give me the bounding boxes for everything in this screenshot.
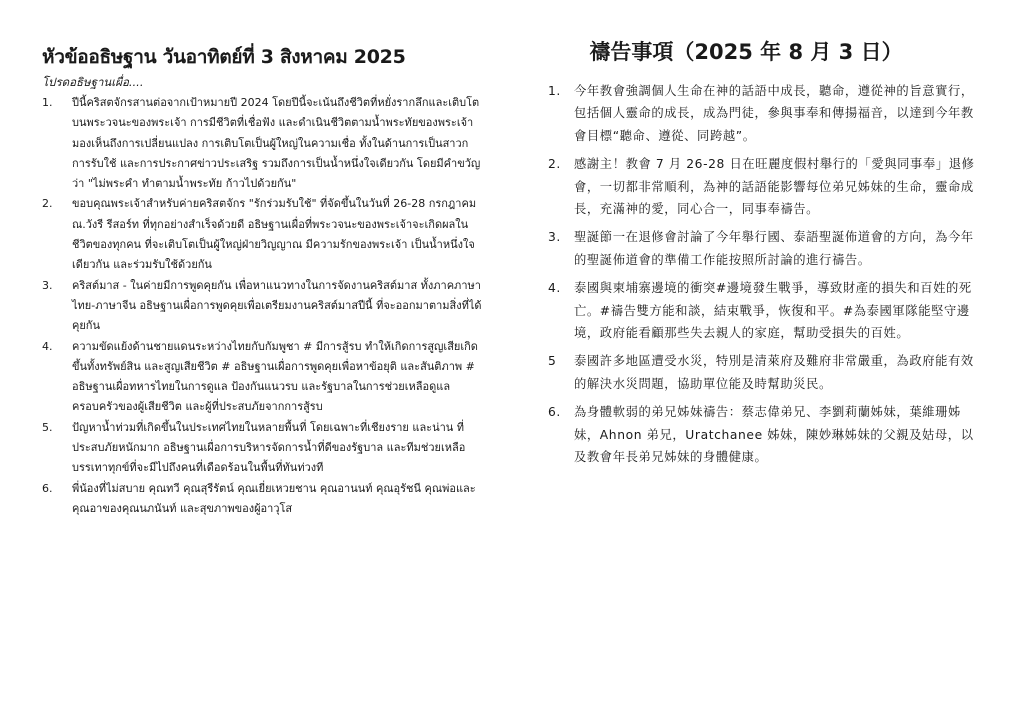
list-item [548,153,984,220]
list-item [548,277,984,344]
item-text: 感謝主！教會 7 月 26-28 日在旺麗度假村舉行的「愛與同事奉」退修會，一切都非常順利，為神的話語能影響每位弟兄姊妹的生命，靈命成長，充滿神的愛，同心合一，同事奉禱告。 [574,157,975,217]
item-text: 泰國與柬埔寨邊境的衝突#邊境發生戰爭，導致財產的損失和百姓的死亡。#禱告雙方能和談，結束戰爭，恢復和平。#為泰國軍隊能堅守邊境，政府能看顧那些失去親人的家庭，幫助受損失的百姓。 [574,281,972,341]
item-number: 2. [548,157,561,172]
item-number: 3. [42,278,53,292]
item-text: 聖誕節一在退修會討論了今年舉行國、泰語聖誕佈道會的方向，為今年的聖誕佈道會的準備工作能按照所討論的進行禱告。 [574,230,974,267]
item-number: 1. [548,84,561,98]
item-number: 3. [548,230,561,245]
list-item [548,401,984,468]
list-item [548,80,984,147]
item-number: 5. [42,420,53,434]
item-text: 泰國許多地區遭受水災，特別是清萊府及難府非常嚴重，為政府能有效的解決水災問題，協助單位能及時幫助災民。 [574,354,974,391]
list-item [42,93,482,194]
list-item [42,479,482,520]
thai-prayer-list [42,93,482,519]
list-item [42,276,482,337]
item-number: 4. [42,339,53,353]
item-number: 5 [548,354,557,369]
item-number: 1. [42,96,53,109]
chinese-prayer-list [548,80,984,475]
list-item [42,337,482,418]
item-number: 4. [548,281,561,296]
item-number: 6. [548,405,561,420]
list-item [42,418,482,479]
list-item [548,350,984,395]
item-text: พี่น้องที่ไม่สบาย คุณทวี คุณสุรีรัตน์ คุณเยี่ยเหวยชาน คุณอานนท์ คุณอุรัชนี คุณพ่อและคุณอาของคุณนภนันท์ และสุขภาพของผู้อาวุโส [72,481,476,515]
list-item [548,226,984,271]
item-text: ปีนี้คริสตจักรสานต่อจากเป้าหมายปี 2024 โดยปีนี้จะเน้นถึงชีวิตที่หยั่งรากลึกและเติบโตบนพระวจนะของพระเจ้า การมีชีวิตที่เชื่อฟัง และดำเนินชีวิตตามน้ำพระทัยของพระเจ้า มองเห็นถึงการเปลี่ยนแปลง การเติบโตเป็นผู้ใหญ่ในความเชื่อ ทั้งในด้านการเป็นสาวก การรับใช้ และการประกาศข่าวประเสริฐ รวมถึงการเป็นน้ำหนึ่งใจเดียวกัน โดยมีคำขวัญว่า "ไม่พระคำ ทำตามน้ำพระทัย ก้าวไปด้วยกัน" [72,96,481,191]
item-text: ความขัดแย้งด้านชายแดนระหว่างไทยกับกัมพูชา # มีการสู้รบ ทำให้เกิดการสูญเสียเกิดขึ้นทั้งทรัพย์สิน และสูญเสียชีวิต # อธิษฐานเผื่อการพูดคุยเพื่อหาข้อยุติ และสันติภาพ # อธิษฐานเผื่อทหารไทยในการดูแล ป้องกันแนวรบ และรัฐบาลในการช่วยเหลือดูแลครอบครัวของผู้เสียชีวิต และผู้ที่ประสบภัยจากการสู้รบ [72,339,478,414]
thai-title: หัวข้ออธิษฐาน วันอาทิตย์ที่ 3 สิงหาคม 2025 [42,46,406,68]
item-text: 今年教會強調個人生命在神的話語中成長，聽命，遵從神的旨意實行，包括個人靈命的成長，成為門徒，參與事奉和傳揚福音，以達到今年教會目標“聽命、遵從、同跨越”。 [574,84,974,143]
thai-subtitle: โปรดอธิษฐานเผื่อ.... [42,75,144,89]
item-text: ขอบคุณพระเจ้าสำหรับค่ายคริสตจักร "รักร่วมรับใช้" ที่จัดขึ้นในวันที่ 26-28 กรกฎาคม ณ.วังรี รีสอร์ท ที่ทุกอย่างสำเร็จด้วยดี อธิษฐานเผื่อที่พระวจนะของพระเจ้าจะเกิดผลในชีวิตของทุกคน ที่จะเติบโตเป็นผู้ใหญ่ฝ่ายวิญญาณ มีความรักของพระเจ้า เป็นน้ำหนึ่งใจเดียวกัน และร่วมรับใช้ด้วยกัน [72,197,477,272]
list-item [42,194,482,275]
item-text: 為身體軟弱的弟兄姊妹禱告：蔡志偉弟兄、李劉莉蘭姊妹，葉維珊姊妹，Ahnon 弟兄，Uratchanee 姊妹，陳妙琳姊妹的父親及姑母，以及教會年長弟兄姊妹的身體健康。 [574,405,974,465]
item-number: 2. [42,197,53,211]
item-text: ปัญหาน้ำท่วมที่เกิดขึ้นในประเทศไทยในหลายพื้นที่ โดยเฉพาะที่เชียงราย และน่าน ที่ประสบภัยหนักมาก อธิษฐานเผื่อการบริหารจัดการน้ำที่ดีของรัฐบาล และทีมช่วยเหลือบรรเทาทุกข์ที่จะมีไปถึงคนที่เดือดร้อนในพื้นที่ทันท่วงที [72,420,466,475]
chinese-title: 禱告事項（2025 年 8 月 3 日） [589,40,903,64]
item-text: คริสต์มาส - ในค่ายมีการพูดคุยกัน เพื่อหาแนวทางในการจัดงานคริสต์มาส ทั้งภาคภาษาไทย-ภาษาจีน อธิษฐานเผื่อการพูดคุยเพื่อเตรียมงานคริสต์มาสปีนี้ ที่จะออกมาตามสิ่งที่ได้คุยกัน [72,278,482,333]
item-number: 6. [42,481,53,495]
